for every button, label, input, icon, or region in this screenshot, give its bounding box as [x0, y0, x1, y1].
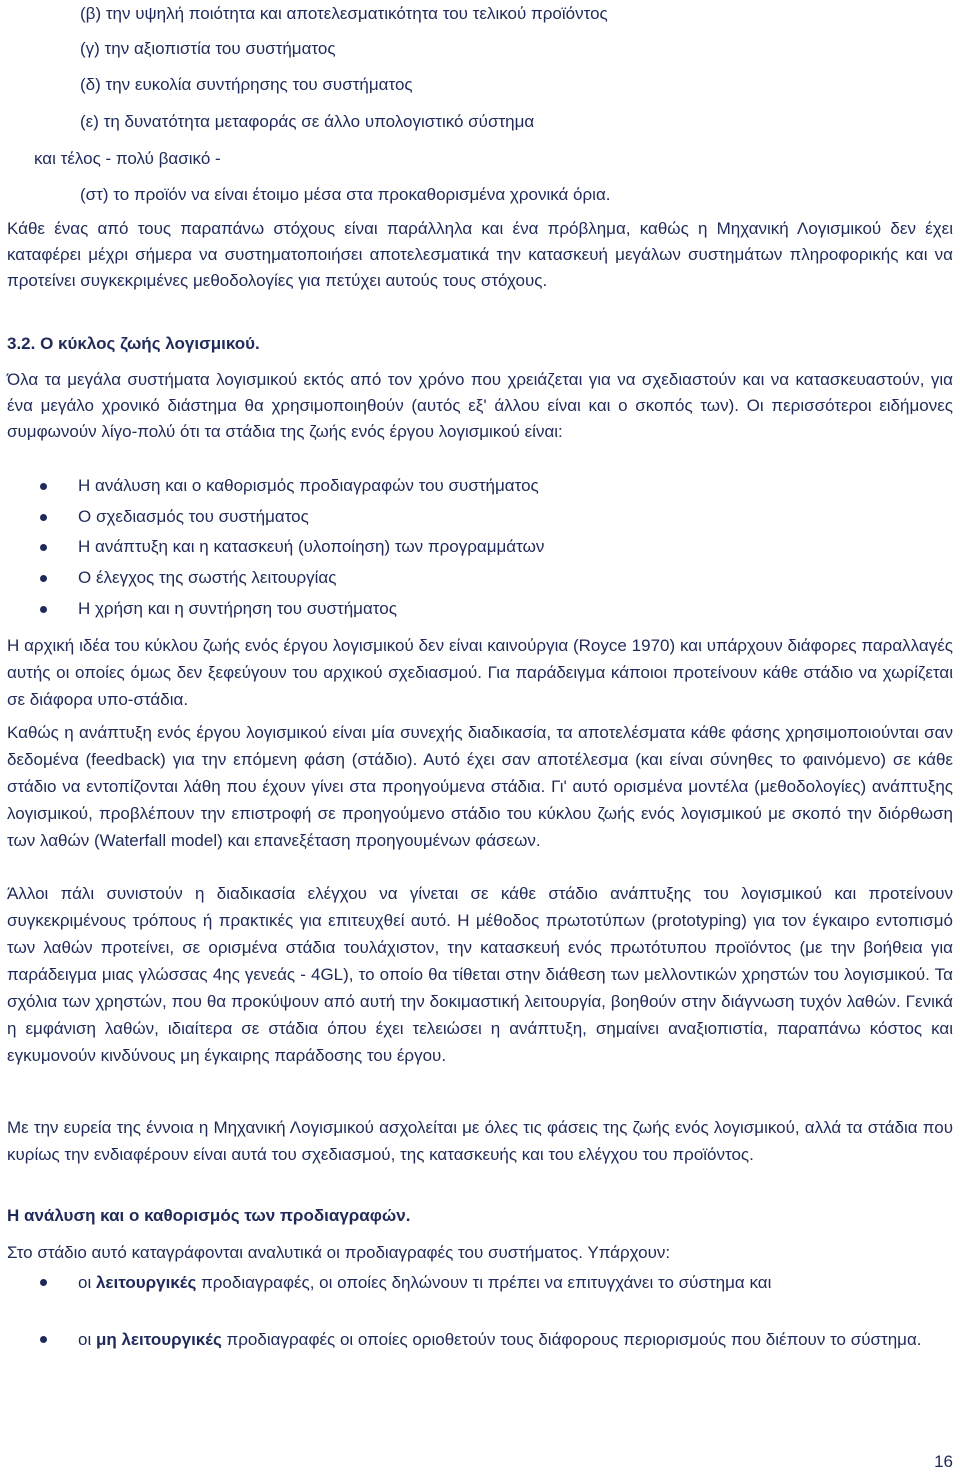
page-number: 16 [934, 1452, 953, 1471]
list-item-text: οι μη λειτουργικές προδιαγραφές οι οποίες οριοθετούν τους διάφορους περιορισμούς που διέπουν το σύστημα. [78, 1330, 922, 1349]
paragraph-goals: Κάθε ένας από τους παραπάνω στόχους είναι παράλληλα και ένα πρόβλημα, καθώς η Μηχανική Λογισμικού δεν έχει καταφέρει μέχρι σήμερα να συστηματοποιήσει αποτελεσματικά την κατασκευή μεγάλων συστημάτων πληροφορικής και να προτείνει συγκεκριμένες μεθοδολογίες για πετύχει αυτούς τους στόχους. [7, 219, 953, 290]
paragraph-waterfall: Καθώς η ανάπτυξη ενός έργου λογισμικού είναι μία συνεχής διαδικασία, τα αποτελέσματα κάθε φάσης χρησιμοποιούνται σαν δεδομένα (feedback) για την επόμενη φάση (στάδιο). Αυτό έχει σαν αποτέλεσμα (και είναι σύνηθες το φαινόμενο) σε κάθε στάδιο να εντοπίζονται λάθη που έχουν γίνει στα προηγούμενα στάδια. Γι' αυτό ορισμένα μοντέλα (μεθοδολογίες) ανάπτυξης λογισμικού, προβλέπουν την επιστροφή σε προηγούμενο στάδιο του κύκλου ζωής ενός λογισμικού με σκοπό την διόρθωση των λαθών (Waterfall model) και επανεξέταση προηγουμένων φάσεων. [7, 723, 953, 850]
list-item-text: Η ανάλυση και ο καθορισμός προδιαγραφών του συστήματος [78, 476, 539, 495]
goal-item: (δ) την ευκολία συντήρησης του συστήματος [80, 75, 413, 94]
bullet-icon [40, 514, 47, 521]
paragraph-lifecycle: Όλα τα μεγάλα συστήματα λογισμικού εκτός από τον χρόνο που χρειάζεται για να σχεδιαστούν και να κατασκευαστούν, για ένα μεγάλο χρονικό διάστημα θα χρησιμοποιηθούν (αυτός εξ' άλλου είναι και ο σκοπός των). Οι περισσότεροι ειδήμονες συμφωνούν λίγο-πολύ ότι τα στάδια της ζωής ενός έργου λογισμικού είναι: [7, 370, 953, 441]
list-item-text: Η ανάπτυξη και η κατασκευή (υλοποίηση) των προγραμμάτων [78, 537, 545, 556]
bullet-icon [40, 575, 47, 582]
paragraph-royce: Η αρχική ιδέα του κύκλου ζωής ενός έργου λογισμικού δεν είναι καινούργια (Royce 1970) και υπάρχουν διάφορες παραλλαγές αυτής οι οποίες όμως δεν ξεφεύγουν του αρχικού σχεδιασμού. Για παράδειγμα κάποιοι προτείνουν κάθε στάδιο να χωρίζεται σε διάφορα υπο-στάδια. [7, 636, 953, 709]
paragraph-spec-intro: Στο στάδιο αυτό καταγράφονται αναλυτικά οι προδιαγραφές του συστήματος. Υπάρχουν: [7, 1243, 671, 1262]
bullet-icon [40, 544, 47, 551]
list-item-text: Η χρήση και η συντήρηση του συστήματος [78, 599, 397, 618]
list-item-text: οι λειτουργικές προδιαγραφές, οι οποίες δηλώνουν τι πρέπει να επιτυγχάνει το σύστημα και [78, 1273, 772, 1292]
bullet-icon [40, 483, 47, 490]
goal-item: (γ) την αξιοπιστία του συστήματος [80, 39, 336, 58]
goal-item: (β) την υψηλή ποιότητα και αποτελεσματικότητα του τελικού προϊόντος [80, 4, 608, 23]
subheading: Η ανάλυση και ο καθορισμός των προδιαγραφών. [7, 1206, 411, 1225]
paragraph-prototyping: Άλλοι πάλι συνιστούν η διαδικασία ελέγχου να γίνεται σε κάθε στάδιο ανάπτυξης του λογισμικού και προτείνουν συγκεκριμένους τρόπους ή πρακτικές για επιτευχθεί αυτό. Η μέθοδος πρωτοτύπων (prototyping) για τον έγκαιρο εντοπισμό των λαθών προτείνει, σε ορισμένα στάδια τουλάχιστον, την κατασκευή ενός πρωτότυπου προϊόντος (με την βοήθεια για παράδειγμα μιας γλώσσας 4ης γενεάς - 4GL), το οποίο θα τίθεται στην διάθεση των μελλοντικών χρηστών του λογισμικού. Τα σχόλια των χρηστών, που θα προκύψουν από αυτή την δοκιμαστική λειτουργία, βοηθούν στην διάγνωση τυχόν λαθών. Γενικά η εμφάνιση λαθών, ιδιαίτερα σε στάδια όπου έχει τελειώσει η ανάπτυξη, σημαίνει αναξιοπιστία, παραπάνω κόστος και εγκυμονούν κινδύνους μη έγκαιρης παράδοσης του έργου. [7, 884, 953, 1065]
finally-line: και τέλος - πολύ βασικό - [34, 149, 221, 168]
goal-item: (ε) τη δυνατότητα μεταφοράς σε άλλο υπολογιστικό σύστημα [80, 112, 535, 131]
paragraph-engineering: Με την ευρεία της έννοια η Μηχανική Λογισμικού ασχολείται με όλες τις φάσεις της ζωής ενός λογισμικού, αλλά τα στάδια που κυρίως την ενδιαφέρουν είναι αυτά του σχεδιασμού, της κατασκευής και του ελέγχου του προϊόντος. [7, 1118, 953, 1164]
bullet-icon [40, 1336, 47, 1343]
bullet-icon [40, 1279, 47, 1286]
section-heading: 3.2. Ο κύκλος ζωής λογισμικού. [7, 334, 260, 353]
list-item-text: Ο σχεδιασμός του συστήματος [78, 507, 309, 526]
goal-item: (στ) το προϊόν να είναι έτοιμο μέσα στα προκαθορισμένα χρονικά όρια. [80, 185, 611, 204]
list-item-text: Ο έλεγχος της σωστής λειτουργίας [78, 568, 337, 587]
bullet-icon [40, 606, 47, 613]
